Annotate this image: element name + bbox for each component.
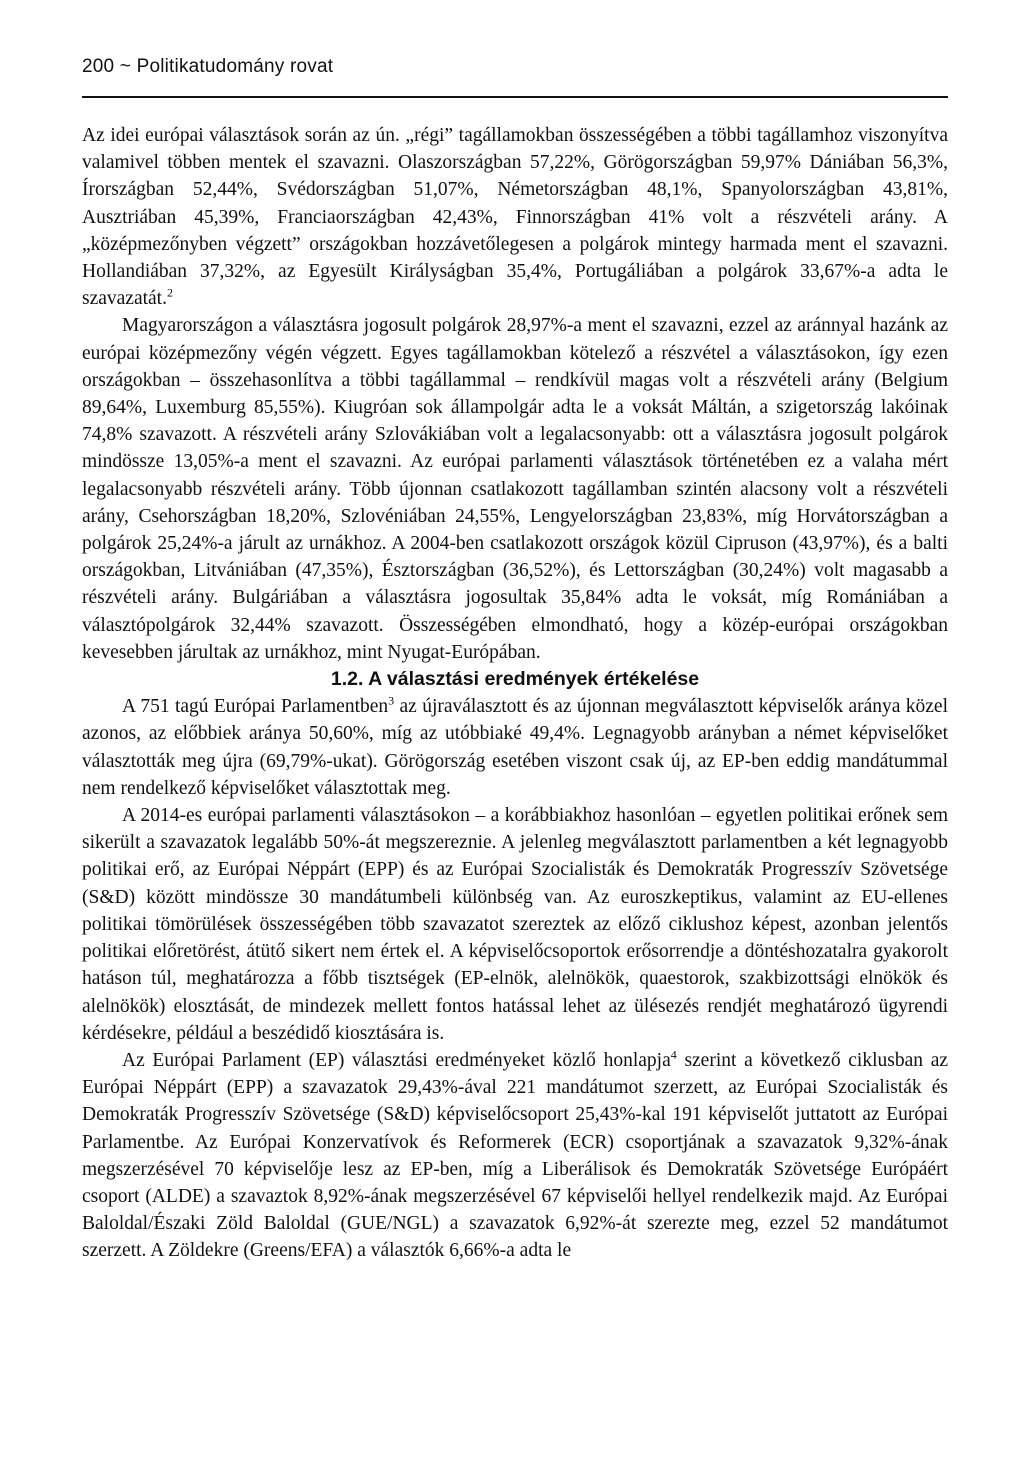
paragraph-ep-composition: A 751 tagú Európai Parlamentben$^3$ az újraválasztott és az újonnan megválasztott képviselők aránya közel azonos, az előbbiek aránya 50,60%, míg az utóbbiaké 49,4%. Legnagyobb arányban a német képviselőket választották meg újra (69,79%-ukat). Görögország esetében viszont csak új, az EP-ben eddig mandátummal nem rendelkező képviselőket választottak meg. [82, 693, 949, 799]
footnote-ref-3[interactable]: 3 [388, 693, 395, 708]
page-number: 200 [82, 56, 115, 77]
body-text [82, 122, 948, 1265]
paragraph-ep-results: Az Európai Parlament (EP) választási eredményeket közlő honlapja$^4$ szerint a következő ciklusban az Európai Néppárt (EPP) a szavazatok 29,43%-ával 221 mandátumot szerzett, az Európai Szocialisták és Demokraták Progresszív Szövetsége (S&D) képviselőcsoport 25,43%-kal 191 képviselőt juttatott az Európai Parlamentbe. Az Európai Konzervatívok és Reformerek (ECR) csoportjának a szavazatok 9,32%-ának megszerzésével 70 képviselője lesz az EP-ben, míg a Liberálisok és Demokraták Szövetsége Európáért csoport (ALDE) a szavaztok 8,92%-ának megszerzésével 67 képviselői hellyel rendelkezik majd. Az Európai Baloldal/Északi Zöld Baloldal (GUE/NGL) a szavazatok 6,92%-át szerezte meg, ezzel 52 mandátumot szerzett. A Zöldekre (Greens/EFA) a választók 6,66%-a adta le [82, 1047, 949, 1262]
footnote-ref-2[interactable]: 2 [166, 285, 173, 300]
header-separator: ~ [119, 56, 132, 77]
section-heading: 1.2. A választási eredmények értékelése [330, 668, 700, 691]
header-rule [82, 96, 948, 98]
paragraph-turnout-hungary: Magyarországon a választásra jogosult polgárok 28,97%-a ment el szavazni, ezzel az aránnyal hazánk az európai középmezőny végén végzett. Egyes tagállamokban kötelező a részvétel a választásokon, így ezen országokban – összehasonlítva a többi tagállammal – rendkívül magas volt a részvételi arány (Belgium 89,64%, Luxemburg 85,55%). Kiugróan sok állampolgár adta le a voksát Máltán, a szigetország lakóinak 74,8% szavazott. A részvételi arány Szlovákiában volt a legalacsonyabb: ott a választásra jogosult polgárok mindössze 13,05%-a ment el szavazni. Az európai parlamenti választások történetében ez a valaha mért legalacsonyabb részvételi arány. Több újonnan csatlakozott tagállamban szintén alacsony volt a részvételi arány, Csehországban 18,20%, Szlovéniában 24,55%, Lengyelországban 23,83%, míg Horvátországban a polgárok 25,24%-a járult az urnákhoz. A 2004-ben csatlakozott országok közül Cipruson (43,97%), és a balti országokban, Litvániában (47,35%), Észtországban (36,52%), és Lettországban (30,24%) volt magasabb a részvételi arány. Bulgáriában a választásra jogosultak 35,84% adta le voksát, míg Romániában a választópolgárok 32,44% szavazott. Összességében elmondható, hogy a közép-európai országokban kevesebben járultak az urnákhoz, mint Nyugat-Európában. [82, 315, 948, 663]
section-name: Politikatudomány rovat [136, 56, 334, 77]
running-head [82, 56, 948, 78]
paragraph-turnout-west: Az idei európai választások során az ún. „régi” tagállamokban összességében a többi tagállamhoz viszonyítva valamivel többen mentek el szavazni. Olaszországban 57,22%, Görögországban 59,97% Dániában 56,3%, Írországban 52,44%, Svédországban 51,07%, Németországban 48,1%, Spanyolországban 43,81%, Ausztriában 45,39%, Franciaországban 42,43%, Finnországban 41% volt a részvételi arány. A „középmezőnyben végzett” országokban hozzávetőlegesen a polgárok mintegy harmada ment el szavazni. Hollandiában 37,32%, az Egyesült Királyságban 35,4%, Portugáliában a polgárok 33,67%-a adta le szavazatát.$^2$ [82, 125, 948, 310]
paragraph-political-groups: A 2014-es európai parlamenti választásokon – a korábbiakhoz hasonlóan – egyetlen politikai erőnek sem sikerült a szavazatok legalább 50%-át megszereznie. A jelenleg megválasztott parlamentben a két legnagyobb politikai erő, az Európai Néppárt (EPP) és az Európai Szocialisták és Demokraták Progresszív Szövetsége (S&D) között mindössze 30 mandátumbeli különbség van. Az euroszkeptikus, valamint az EU-ellenes politikai tömörülések összességében több szavazatot szereztek az előző ciklushoz képest, azonban jelentős politikai előretörést, átütő sikert nem értek el. A képviselőcsoportok erősorrendje a döntéshozatalra gyakorolt hatáson túl, meghatározza a főbb tisztségek (EP-elnök, alelnökök, quaestorok, szakbizottsági elnökök és alelnökök) elosztását, de mindezek mellett fontos hatással lehet az ülésezés rendjét meghatározó ügyrendi kérdésekre, például a beszédidő kiosztására is. [82, 805, 948, 1044]
footnote-ref-4[interactable]: 4 [670, 1047, 677, 1062]
